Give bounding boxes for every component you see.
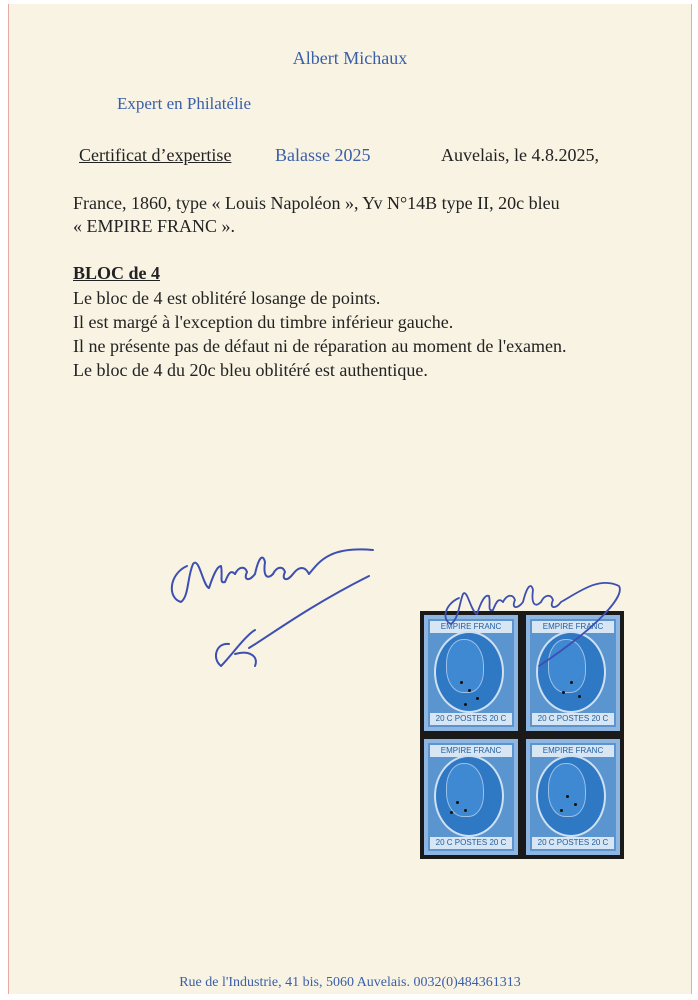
certificate-page: [8, 4, 692, 994]
certificate-date: Auvelais, le 4.8.2025,: [441, 145, 599, 165]
signature-on-stamps: [429, 556, 639, 676]
footer-address: Rue de l'Industrie, 41 bis, 5060 Auvelais. 0032(0)484361313: [179, 975, 521, 990]
description-line-2: « EMPIRE FRANC ».: [73, 216, 236, 236]
body-line-4: Le bloc de 4 du 20c bleu oblitéré est authentique.: [73, 360, 428, 380]
body-line-1: Le bloc de 4 est oblitéré losange de points.: [73, 288, 381, 308]
body-line-2: Il est margé à l'exception du timbre inférieur gauche.: [73, 312, 454, 332]
bloc-heading: BLOC de 4: [73, 263, 161, 283]
body-line-3: Il ne présente pas de défaut ni de réparation au moment de l'examen.: [73, 336, 567, 356]
stamp-bottom-right: EMPIRE FRANC 20 C POSTES 20 C: [526, 739, 620, 855]
certificate-reference: Balasse 2025: [275, 145, 371, 165]
stamp-top-right: EMPIRE FRANC 20 C POSTES 20 C: [526, 615, 620, 731]
certificate-label: Certificat d’expertise: [79, 145, 232, 165]
description-line-1: France, 1860, type « Louis Napoléon », Yv N°14B type II, 20c bleu: [73, 193, 560, 213]
signature: [159, 526, 389, 686]
stamp-bottom-left: EMPIRE FRANC 20 C POSTES 20 C: [424, 739, 518, 855]
expert-name: Albert Michaux: [292, 48, 408, 68]
stamp-top-left: EMPIRE FRANC 20 C POSTES 20 C: [424, 615, 518, 731]
expert-subtitle: Expert en Philatélie: [117, 94, 252, 113]
